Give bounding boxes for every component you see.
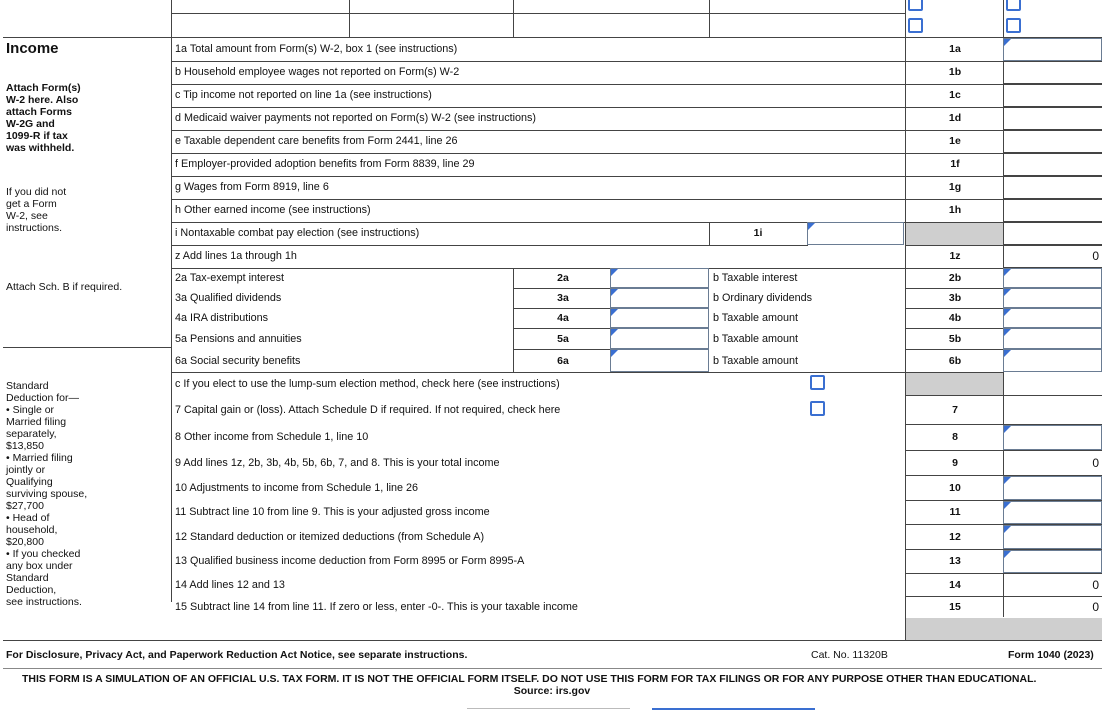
disclosure-notice: For Disclosure, Privacy Act, and Paperwork Reduction Act Notice, see separate instructions. <box>6 649 468 661</box>
line-1c-amount[interactable] <box>1003 84 1102 107</box>
line-1a-amount[interactable] <box>1003 38 1102 61</box>
line-3b-amount[interactable] <box>1003 288 1102 308</box>
line-3a-amount[interactable] <box>610 288 709 308</box>
line-4b-amount[interactable] <box>1003 308 1102 328</box>
prior-checkbox-b[interactable] <box>908 18 923 33</box>
line-3b-code: 3b <box>948 292 962 304</box>
line-1z-amount[interactable] <box>1003 245 1102 268</box>
form-id: Form 1040 (2023) <box>1008 649 1094 661</box>
line-1h-amount[interactable] <box>1003 199 1102 222</box>
line-12-code: 12 <box>949 531 961 543</box>
line-1i-label: i Nontaxable combat pay election (see instructions) <box>175 227 420 239</box>
line-1i-shaded <box>906 223 1003 245</box>
line-1b-amount[interactable] <box>1003 61 1102 84</box>
line-1h-code: 1h <box>948 204 962 216</box>
line-6b-code: 6b <box>948 355 962 367</box>
line-11-label: 11 Subtract line 10 from line 9. This is your adjusted gross income <box>175 506 490 518</box>
line-15-amount[interactable] <box>1003 596 1102 618</box>
line-3a-code: 3a <box>557 292 569 304</box>
line-1z-amount-value: 0 <box>1092 249 1099 263</box>
line-5a-amount[interactable] <box>610 328 709 349</box>
line-1z-code: 1z <box>949 250 961 262</box>
line-2b-code: 2b <box>948 272 962 284</box>
line-4a-label: 4a IRA distributions <box>175 312 269 324</box>
line-7-label: 7 Capital gain or (loss). Attach Schedule D if required. If not required, check here <box>175 404 561 416</box>
line-2b-label: b Taxable interest <box>713 272 798 284</box>
cat-number: Cat. No. 11320B <box>811 649 888 661</box>
line-1i-amount[interactable] <box>1003 222 1102 245</box>
line-1f-amount[interactable] <box>1003 153 1102 176</box>
line-14-label: 14 Add lines 12 and 13 <box>175 579 285 591</box>
line-8-amount[interactable] <box>1003 425 1102 450</box>
line-1d-label: d Medicaid waiver payments not reported on Form(s) W-2 (see instructions) <box>175 112 537 124</box>
line-1e-amount[interactable] <box>1003 130 1102 153</box>
no-w2-note: If you did not get a Form W-2, see instructions. <box>6 186 67 234</box>
line-1d-code: 1d <box>948 112 962 124</box>
line-1d-amount[interactable] <box>1003 107 1102 130</box>
line-8-code: 8 <box>952 431 958 443</box>
lump-sum-checkbox[interactable] <box>810 375 825 390</box>
line-1h-label: h Other earned income (see instructions) <box>175 204 371 216</box>
line-9-amount-value: 0 <box>1092 455 1099 470</box>
line-1e-label: e Taxable dependent care benefits from Form 2441, line 26 <box>175 135 458 147</box>
line-14-code: 14 <box>949 579 961 591</box>
line-1b-code: 1b <box>948 66 962 78</box>
line-5b-code: 5b <box>948 333 962 345</box>
source-note: Source: irs.gov <box>513 685 591 697</box>
simulation-disclaimer: THIS FORM IS A SIMULATION OF AN OFFICIAL U.S. TAX FORM. IT IS NOT THE OFFICIAL FORM ITSELF. DO NOT USE THIS FORM FOR TAX FILINGS OR FOR ANY PURPOSE OTHER THAN EDUCATIONAL. <box>22 673 1037 685</box>
line-6b-label: b Taxable amount <box>713 355 799 367</box>
line-13-label: 13 Qualified business income deduction from Form 8995 or Form 8995-A <box>175 555 525 567</box>
line-5a-label: 5a Pensions and annuities <box>175 333 302 345</box>
line-13-amount[interactable] <box>1003 550 1102 573</box>
line-1g-amount[interactable] <box>1003 176 1102 199</box>
line-4b-label: b Taxable amount <box>713 312 799 324</box>
line-12-label: 12 Standard deduction or itemized deductions (from Schedule A) <box>175 531 485 543</box>
line-10-code: 10 <box>949 482 961 494</box>
line-15-code: 15 <box>949 601 961 613</box>
line-1a-label: 1a Total amount from Form(s) W-2, box 1 (see instructions) <box>175 43 458 55</box>
line-2a-label: 2a Tax-exempt interest <box>175 272 285 284</box>
partial-button-right[interactable] <box>652 708 815 716</box>
line-1f-code: 1f <box>950 158 960 170</box>
line-6b-amount[interactable] <box>1003 349 1102 372</box>
line-9-amount[interactable] <box>1003 450 1102 475</box>
line-2b-amount[interactable] <box>1003 268 1102 288</box>
line-1c-label: c Tip income not reported on line 1a (see instructions) <box>175 89 432 101</box>
section-title: Income <box>6 40 59 57</box>
attach-forms-note: Attach Form(s) W-2 here. Also attach Forms W-2G and 1099-R if tax was withheld. <box>6 82 81 154</box>
line-3b-label: b Ordinary dividends <box>713 292 813 304</box>
line-1z-label: z Add lines 1a through 1h <box>175 250 297 262</box>
line-1b-label: b Household employee wages not reported on Form(s) W-2 <box>175 66 460 78</box>
line-15-label: 15 Subtract line 14 from line 11. If zero or less, enter -0-. This is your taxable income <box>175 601 578 613</box>
partial-button-left[interactable] <box>467 708 630 715</box>
line-6a-code: 6a <box>557 355 569 367</box>
line-7-amount[interactable] <box>1003 396 1102 424</box>
attach-schb-note: Attach Sch. B if required. <box>6 281 123 293</box>
line-15-amount-value: 0 <box>1092 600 1099 614</box>
line-1g-code: 1g <box>948 181 962 193</box>
line-2a-code: 2a <box>557 272 569 284</box>
line-1i-code: 1i <box>753 227 763 239</box>
line-9-label: 9 Add lines 1z, 2b, 3b, 4b, 5b, 6b, 7, and 8. This is your total income <box>175 457 500 469</box>
line-4b-code: 4b <box>948 312 962 324</box>
line-4a-amount[interactable] <box>610 308 709 328</box>
prior-checkbox-d[interactable] <box>1006 18 1021 33</box>
line-11-code: 11 <box>949 506 961 518</box>
line-13-code: 13 <box>949 555 961 567</box>
line-1i-amount[interactable] <box>807 222 904 245</box>
line-7-code: 7 <box>952 404 958 416</box>
line-5b-amount[interactable] <box>1003 328 1102 349</box>
standard-deduction-note: Standard Deduction for— • Single or Married filing separately, $13,850 • Married filing jointly or Qualifying surviving spouse, $27,700 • Head of household, $20,800 • If you checked any box under Standard Deduction, see instructions. <box>6 380 88 608</box>
line-5b-label: b Taxable amount <box>713 333 799 345</box>
line-5a-code: 5a <box>557 333 569 345</box>
line-14-amount-value: 0 <box>1092 577 1099 592</box>
line-11-amount[interactable] <box>1003 501 1102 524</box>
line-6a-amount[interactable] <box>610 349 709 372</box>
line-6a-label: 6a Social security benefits <box>175 355 301 367</box>
lump-sum-shaded-code <box>906 373 1003 395</box>
line-10-label: 10 Adjustments to income from Schedule 1, line 26 <box>175 482 419 494</box>
line-9-code: 9 <box>952 457 958 469</box>
line-3a-label: 3a Qualified dividends <box>175 292 282 304</box>
line-1c-code: 1c <box>949 89 961 101</box>
capital-gain-checkbox[interactable] <box>810 401 825 416</box>
line-1g-label: g Wages from Form 8919, line 6 <box>175 181 329 193</box>
bottom-shaded-cell <box>906 618 1102 640</box>
prior-checkbox-c[interactable] <box>1006 0 1021 11</box>
line-12-amount[interactable] <box>1003 525 1102 549</box>
lump-sum-label: c If you elect to use the lump-sum election method, check here (see instructions) <box>175 378 560 390</box>
line-2a-amount[interactable] <box>610 268 709 288</box>
line-1e-code: 1e <box>949 135 961 147</box>
line-1f-label: f Employer-provided adoption benefits from Form 8839, line 29 <box>175 158 475 170</box>
line-1a-code: 1a <box>949 43 961 55</box>
line-10-amount[interactable] <box>1003 476 1102 500</box>
line-14-amount[interactable] <box>1003 573 1102 596</box>
line-4a-code: 4a <box>557 312 569 324</box>
prior-checkbox-a[interactable] <box>908 0 923 11</box>
line-8-label: 8 Other income from Schedule 1, line 10 <box>175 431 369 443</box>
